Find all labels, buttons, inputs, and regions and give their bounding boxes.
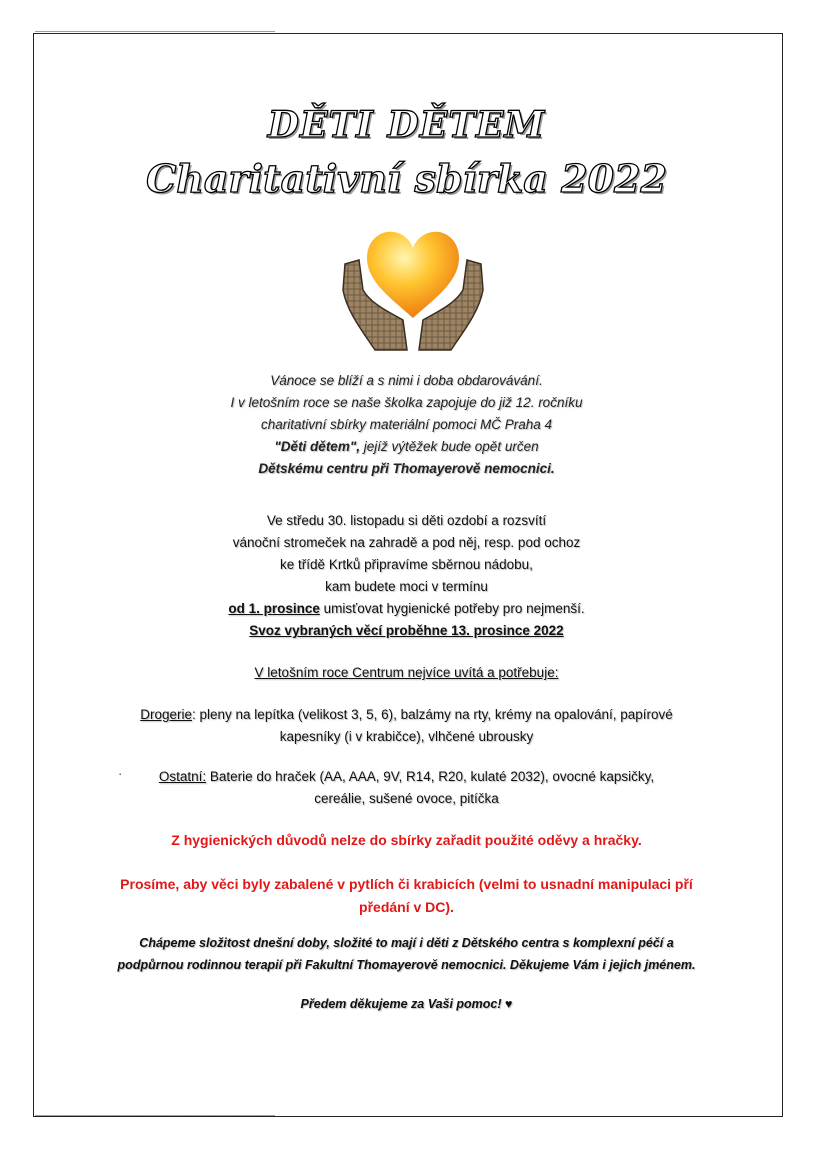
drogerie-line-1 [60, 704, 753, 726]
needs-heading: V letošním roce Centrum nejvíce uvítá a potřebuje: [254, 665, 559, 680]
closing-line-1: Chápeme složitost dnešní doby, složité to mají i děti z Dětského centra s komplexní péčí a [139, 936, 674, 950]
intro-paragraph [60, 370, 753, 480]
closing-paragraph [60, 932, 753, 976]
drogerie-items: : pleny na lepítka (velikost 3, 5, 6), balzámy na rty, krémy na opalování, papírové [192, 707, 673, 722]
info-paragraph [60, 510, 753, 642]
closing-line-2: podpůrnou rodinnou terapií při Fakultní Thomayerově nemocnici. Děkujeme Vám i jejich jménem. [117, 958, 696, 972]
warning-packaging-line-2: předání v DC). [359, 899, 454, 915]
intro-line-2: I v letošním roce se naše školka zapojuje do již 12. ročníku [230, 395, 583, 410]
title-line-2: Charitativní sbírka 2022 [146, 156, 667, 201]
drogerie-label: Drogerie [140, 707, 193, 722]
warning-packaging-line-1: Prosíme, aby věci byly zabalené v pytlích či krabicích (velmi to usnadní manipulaci pří [120, 876, 693, 892]
info-line-3: ke třídě Krtků připravíme sběrnou nádobu, [280, 557, 533, 572]
ostatni-line-2: cereálie, sušené ovoce, pitíčka [314, 791, 499, 806]
drogerie-paragraph [60, 704, 753, 748]
info-line-2: vánoční stromeček na zahradě a pod něj, resp. pod ochoz [232, 535, 581, 550]
collection-name: "Děti dětem", [274, 439, 360, 454]
bottom-dash-line: ________________________________________ [35, 1108, 276, 1119]
ostatni-items: Baterie do hraček (AA, AAA, 9V, R14, R20, kulaté 2032), ovocné kapsičky, [206, 769, 655, 784]
warning-hygiene-text: Z hygienických důvodů nelze do sbírky zařadit použité oděvy a hračky. [171, 832, 642, 848]
heart-shape [367, 232, 459, 318]
info-line-4: kam budete moci v termínu [325, 579, 488, 594]
thanks-text: Předem děkujeme za Vaši pomoc! ♥ [300, 997, 513, 1011]
intro-line-4-rest: jejíž výtěžek bude opět určen [359, 439, 539, 454]
intro-line-1: Vánoce se blíží a s nimi i doba obdarovávání. [270, 373, 543, 388]
intro-line-3: charitativní sbírky materiální pomoci MČ Praha 4 [260, 417, 553, 432]
top-dash-line: ________________________________________ [35, 24, 276, 35]
ostatni-label: Ostatní: [158, 769, 207, 784]
bullet-icon: · [118, 766, 123, 781]
drogerie-line-2: kapesníky (i v krabičce), vlhčené ubrousky [279, 729, 534, 744]
intro-line-4 [60, 436, 753, 458]
info-line-1: Ve středu 30. listopadu si děti ozdobí a rozsvítí [266, 513, 547, 528]
info-line-5-rest: umisťovat hygienické potřeby pro nejmenší. [319, 601, 585, 616]
title-line-1: DĚTI DĚTEM [267, 104, 546, 146]
start-date: od 1. prosince [228, 601, 320, 616]
warning-hygiene [60, 829, 753, 852]
warning-packaging [60, 873, 753, 919]
pickup-date: Svoz vybraných věcí proběhne 13. prosince 2022 [249, 623, 564, 638]
thanks-block [60, 993, 753, 1015]
ostatni-paragraph [60, 766, 753, 810]
needs-heading-block [60, 662, 753, 684]
intro-line-5: Dětskému centru při Thomayerově nemocnici. [258, 461, 555, 476]
hands-holding-heart-icon [333, 220, 493, 352]
info-line-5 [60, 598, 753, 620]
ostatni-line-1 [60, 766, 753, 788]
